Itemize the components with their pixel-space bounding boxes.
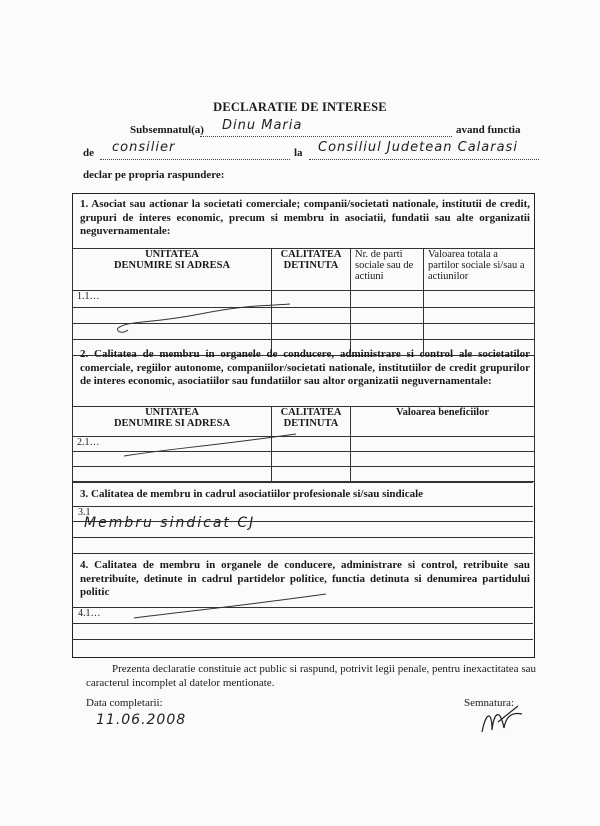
s2-row-label: 2.1… <box>73 437 272 452</box>
footer-statement: Prezenta declaratie constituie act public si raspund, potrivit legii penale, pentru inexactitatea sau caracterul incomplet al datelor mentionate. <box>86 663 536 689</box>
la-label: la <box>294 147 303 159</box>
section4-title: 4. Calitatea de membru in organele de conducere, administrare si control, retribuite sau neretribuite, detinute in cadrul partidelor politice, functia detinuta si denumirea partidului politic <box>80 559 530 598</box>
subsemnatul-label: Subsemnatul(a) <box>130 124 204 136</box>
s4-row-label: 4.1… <box>78 608 101 619</box>
name-dotted-line <box>200 136 452 137</box>
section2-title: 2. Calitatea de membru in organele de conducere, administrare si control ale societatilor comerciale, regiilor autonome, companiilor/societati nationale, institutiilor de credit grupurilor de interes economic, asociatiilor sau fundatiilor sau altor organizatii neguvernamentale: <box>80 348 530 387</box>
date-handwritten: 11.06.2008 <box>96 712 187 728</box>
name-handwritten: Dinu Maria <box>222 118 303 133</box>
s4-rule-2 <box>72 623 533 624</box>
s3-rule-1 <box>72 506 533 507</box>
s1-col-valoarea: Valoarea totala a partilor sociale si/sau a actiunilor <box>424 249 535 291</box>
s2-strike-mark <box>120 432 300 462</box>
s3-rule-3 <box>72 537 533 538</box>
section1-title: 1. Asociat sau actionar la societati comerciale; companii/societati nationale, institutii de credit, grupuri de interes economic, precum si membru in asociatii, fundatii sau alte organizatii neguvernamentale: <box>80 198 530 237</box>
s1-col-unitatea: UNITATEA DENUMIRE SI ADRESA <box>73 249 272 291</box>
s1-strike-mark <box>110 300 300 340</box>
s1-col-calitatea: CALITATEA DETINUTA <box>272 249 351 291</box>
section3-title: 3. Calitatea de membru in cadrul asociatiilor profesionale si/sau sindicale <box>80 488 424 500</box>
avand-functia-label: avand functia <box>456 124 521 136</box>
s2-col-unitatea: UNITATEA DENUMIRE SI ADRESA <box>73 407 272 437</box>
de-label: de <box>83 147 94 159</box>
institutia-handwritten: Consiliul Judetean Calarasi <box>318 140 518 155</box>
declar-text: declar pe propria raspundere: <box>83 169 225 181</box>
s2-col-valoarea: Valoarea beneficiilor <box>351 407 535 437</box>
s4-top-rule <box>72 553 533 554</box>
signature-mark <box>478 702 528 742</box>
s1-col-nr-parti: Nr. de parti sociale sau de actiuni <box>351 249 424 291</box>
s4-rule-3 <box>72 639 533 640</box>
signature-label: Semnatura: <box>464 697 515 709</box>
s2-col-calitatea: CALITATEA DETINUTA <box>272 407 351 437</box>
s1-row-label: 1.1… <box>73 291 272 308</box>
document-title: DECLARATIE DE INTERESE <box>213 100 387 114</box>
s3-row-label: 3.1 <box>78 507 91 518</box>
functia-dotted-line <box>100 159 290 160</box>
institutia-dotted-line <box>309 159 539 160</box>
date-label: Data completarii: <box>86 697 163 709</box>
functia-handwritten: consilier <box>112 140 176 155</box>
s3-handwritten-value: Membru sindicat CJ <box>84 515 256 531</box>
s3-top-rule <box>72 482 533 483</box>
s4-strike-mark <box>130 592 330 622</box>
